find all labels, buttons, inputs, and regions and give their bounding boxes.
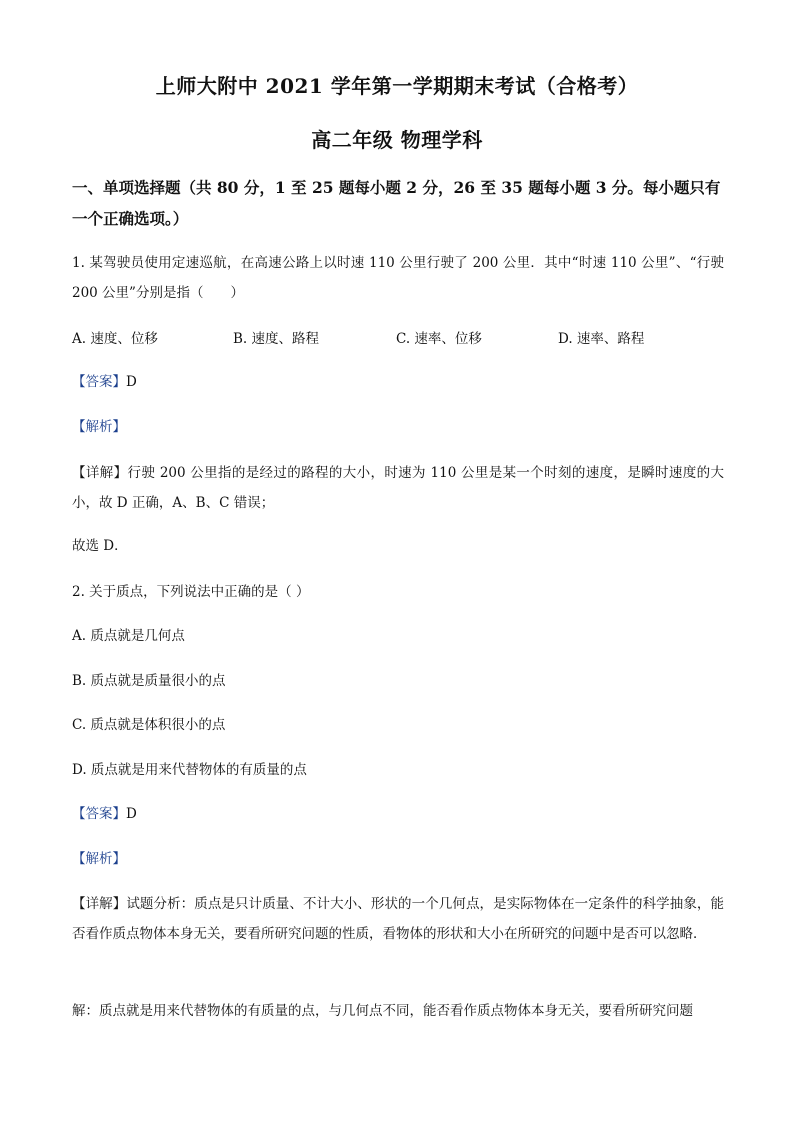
q1-option-d: D. 速率、路程	[558, 331, 645, 347]
q1-conclusion: 故选 D．	[72, 538, 128, 554]
exam-title: 上师大附中 2021 学年第一学期期末考试（合格考）	[155, 74, 639, 98]
question-1-options	[72, 324, 732, 354]
question-2-stem: 2. 关于质点，下列说法中正确的是（ ）	[72, 584, 310, 600]
q1-analysis-tag	[72, 412, 126, 442]
q1-answer	[72, 367, 137, 397]
answer-value: D	[126, 806, 137, 822]
q2-option-d: D. 质点就是用来代替物体的有质量的点	[72, 762, 307, 778]
detail-tag: 【详解】	[72, 896, 127, 912]
q2-solution: 解：质点就是用来代替物体的有质量的点，与几何点不同，能否看作质点物体本身无关，要看所研究问题	[72, 1003, 693, 1019]
q1-option-c: C. 速率、位移	[396, 331, 482, 347]
q2-option-a: A. 质点就是几何点	[72, 628, 185, 644]
q1-detail	[72, 458, 724, 518]
detail-text: 试题分析：质点是只计质量、不计大小、形状的一个几何点，是实际物体在一定条件的科学抽象，能否看作质点物体本身无关，要看所研究问题的性质，看物体的形状和大小在所研究的问题中是否可以忽略．	[72, 896, 725, 942]
detail-text: 行驶 200 公里指的是经过的路程的大小，时速为 110 公里是某一个时刻的速度，是瞬时速度的大小，故 D 正确，A、B、C 错误；	[72, 465, 724, 511]
answer-value: D	[126, 374, 137, 390]
analysis-tag: 【解析】	[72, 851, 126, 867]
exam-subtitle: 高二年级 物理学科	[311, 128, 483, 152]
answer-tag: 【答案】	[72, 374, 126, 390]
q2-answer	[72, 799, 137, 829]
q1-option-b: B. 速度、路程	[233, 331, 320, 347]
analysis-tag: 【解析】	[72, 419, 126, 435]
q2-option-b: B. 质点就是质量很小的点	[72, 673, 226, 689]
q2-detail	[72, 889, 724, 949]
answer-tag: 【答案】	[72, 806, 126, 822]
q2-analysis-tag	[72, 844, 126, 874]
detail-tag: 【详解】	[72, 465, 128, 481]
q1-option-a: A. 速度、位移	[72, 331, 158, 347]
section-heading: 一、单项选择题（共 80 分，1 至 25 题每小题 2 分，26 至 35 题每小题 3 分。每小题只有一个正确选项。）	[72, 178, 721, 228]
q2-option-c: C. 质点就是体积很小的点	[72, 717, 226, 733]
question-1-stem: 1. 某驾驶员使用定速巡航，在高速公路上以时速 110 公里行驶了 200 公里．其中“时速 110 公里”、“行驶 200 公里”分别是指（ ）	[72, 255, 724, 301]
